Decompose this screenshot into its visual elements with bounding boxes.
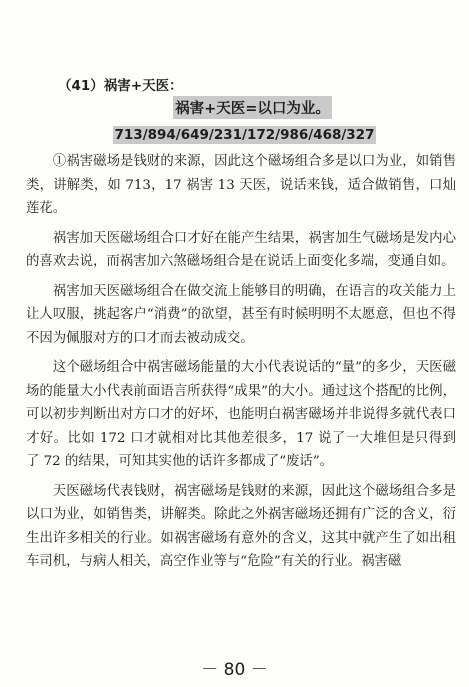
paragraph: 祸害加天医磁场组合在做交流上能够目的明确，在语言的攻关能力上让人叹服，挑起客户“消费”的欲望，甚至有时候明明不太愿意，但也不得不因为佩服对方的口才而去被动成交。 (26, 283, 456, 346)
highlight-codes: 713/894/649/231/172/986/468/327 (114, 127, 375, 143)
paragraph: 天医磁场代表钱财，祸害磁场是钱财的来源，因此这个磁场组合多是以口为业，如销售类，讲解类。除此之外祸害磁场还拥有广泛的含义，衍生出许多相关的行业。如祸害磁场有意外的含义，这其中就产生了如出租车司机，与病人相关，高空作业等与“危险”有关的行业。祸害磁 (26, 483, 456, 569)
page-number: － 80 － (201, 660, 268, 680)
paragraph: 这个磁场组合中祸害磁场能量的大小代表说话的“量”的多少，天医磁场的能量大小代表前面语言所获得“成果”的大小。通过这个搭配的比例，可以初步判断出对方口才的好坏，也能明白祸害磁场并非说得多就代表口才好。比如 172 口才就相对比其他差很多，17 说了一大堆但是只得到了 72 的结果，可知其实他的话许多都成了“废话”。 (26, 360, 456, 469)
highlight-title: 祸害+天医=以口为业。 (173, 96, 332, 119)
highlight-codes-row (0, 124, 469, 144)
paragraph: 祸害加天医磁场组合口才好在能产生结果，祸害加生气磁场是发内心的喜欢去说，而祸害加六煞磁场组合是在说话上面变化多端，变通自如。 (26, 230, 456, 269)
paragraph: ①祸害磁场是钱财的来源，因此这个磁场组合多是以口为业，如销售类，讲解类，如 713，17 祸害 13 天医，说话来钱，适合做销售，口灿莲花。 (26, 154, 456, 216)
body-text (26, 150, 456, 580)
section-title: （41）祸害+天医： (58, 78, 183, 94)
highlight-title-row (0, 96, 469, 119)
